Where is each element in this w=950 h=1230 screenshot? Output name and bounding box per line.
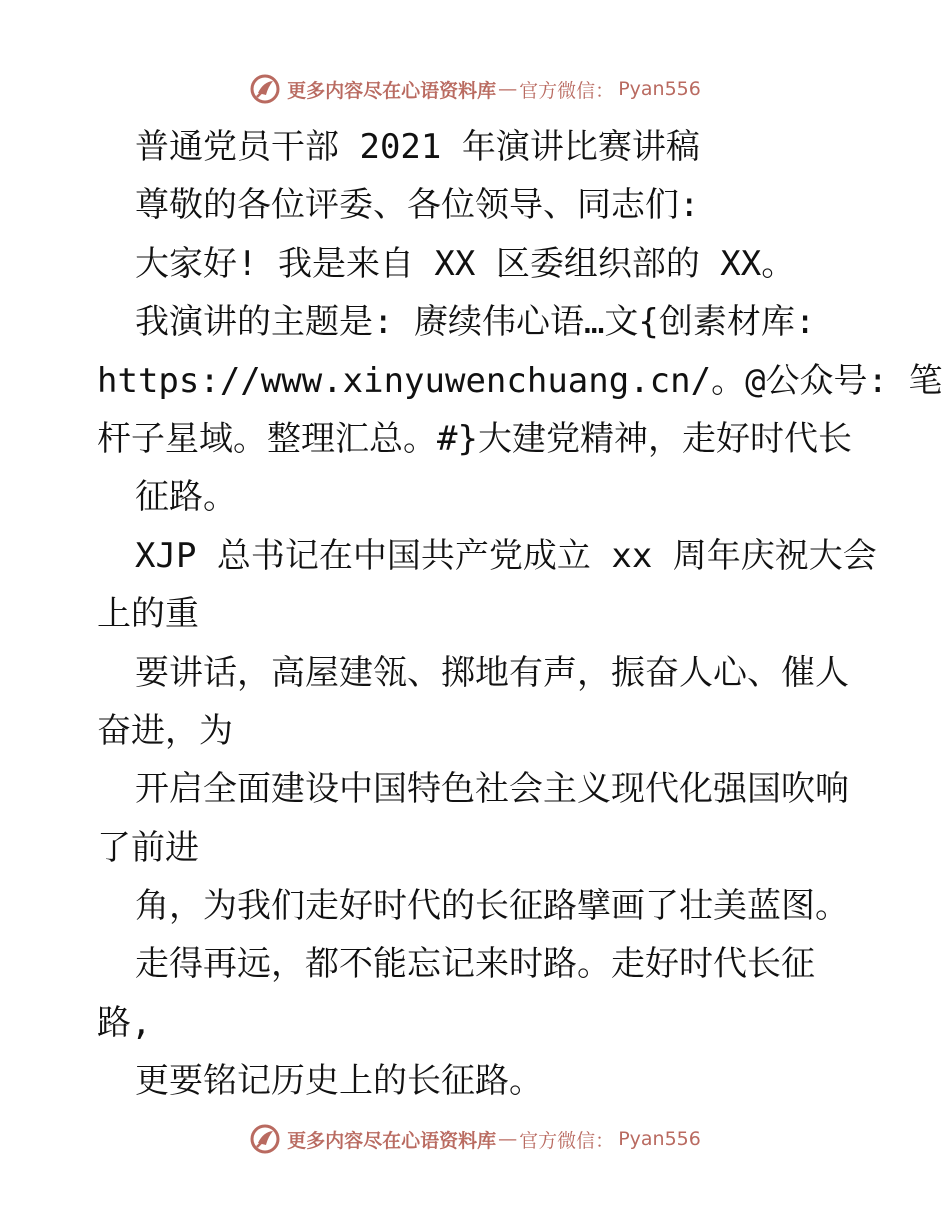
doc-line: 杆子星域。整理汇总。#}大建党精神，走好时代长 (97, 418, 852, 459)
banner-separator: — (498, 1128, 518, 1150)
header-banner (0, 72, 950, 106)
banner-wechat-id: Pyan556 (618, 78, 701, 100)
doc-line: XJP 总书记在中国共产党成立 xx 周年庆祝大会 (135, 535, 877, 576)
doc-title: 普通党员干部 2021 年演讲比赛讲稿 (135, 127, 700, 167)
doc-line: 了前进 (97, 827, 199, 868)
banner-slogan: 更多内容尽在心语资料库 (287, 1129, 497, 1152)
doc-line: 角，为我们走好时代的长征路擘画了壮美蓝图。 (135, 886, 849, 927)
doc-line: 上的重 (97, 594, 199, 635)
doc-line: 征路。 (135, 477, 237, 518)
banner-slogan: 更多内容尽在心语资料库 (287, 79, 497, 102)
banner-wechat-label: 官方微信： (519, 1129, 615, 1152)
banner-wechat-id: Pyan556 (618, 1128, 701, 1150)
document-body (97, 118, 943, 1111)
brand-logo-icon (249, 73, 281, 105)
brand-logo-icon (249, 1123, 281, 1155)
footer-banner (0, 1122, 950, 1156)
doc-line: 我演讲的主题是: 赓续伟心语…文{创素材库: (135, 302, 816, 343)
banner-wechat-label: 官方微信： (519, 79, 615, 102)
doc-line: https://www.xinyuwenchuang.cn/。@公众号: 笔 (97, 360, 943, 401)
doc-line: 路, (97, 1002, 152, 1043)
doc-line: 尊敬的各位评委、各位领导、同志们: (135, 185, 700, 226)
doc-line: 更要铭记历史上的长征路。 (135, 1061, 543, 1102)
doc-line: 走得再远，都不能忘记来时路。走好时代长征 (135, 944, 815, 985)
banner-separator: — (498, 78, 518, 100)
doc-line: 大家好! 我是来自 XX 区委组织部的 XX。 (135, 243, 796, 284)
doc-line: 开启全面建设中国特色社会主义现代化强国吹响 (135, 769, 849, 810)
doc-line: 要讲话，高屋建瓴、掷地有声，振奋人心、催人 (135, 652, 849, 693)
doc-line: 奋进，为 (97, 710, 233, 751)
